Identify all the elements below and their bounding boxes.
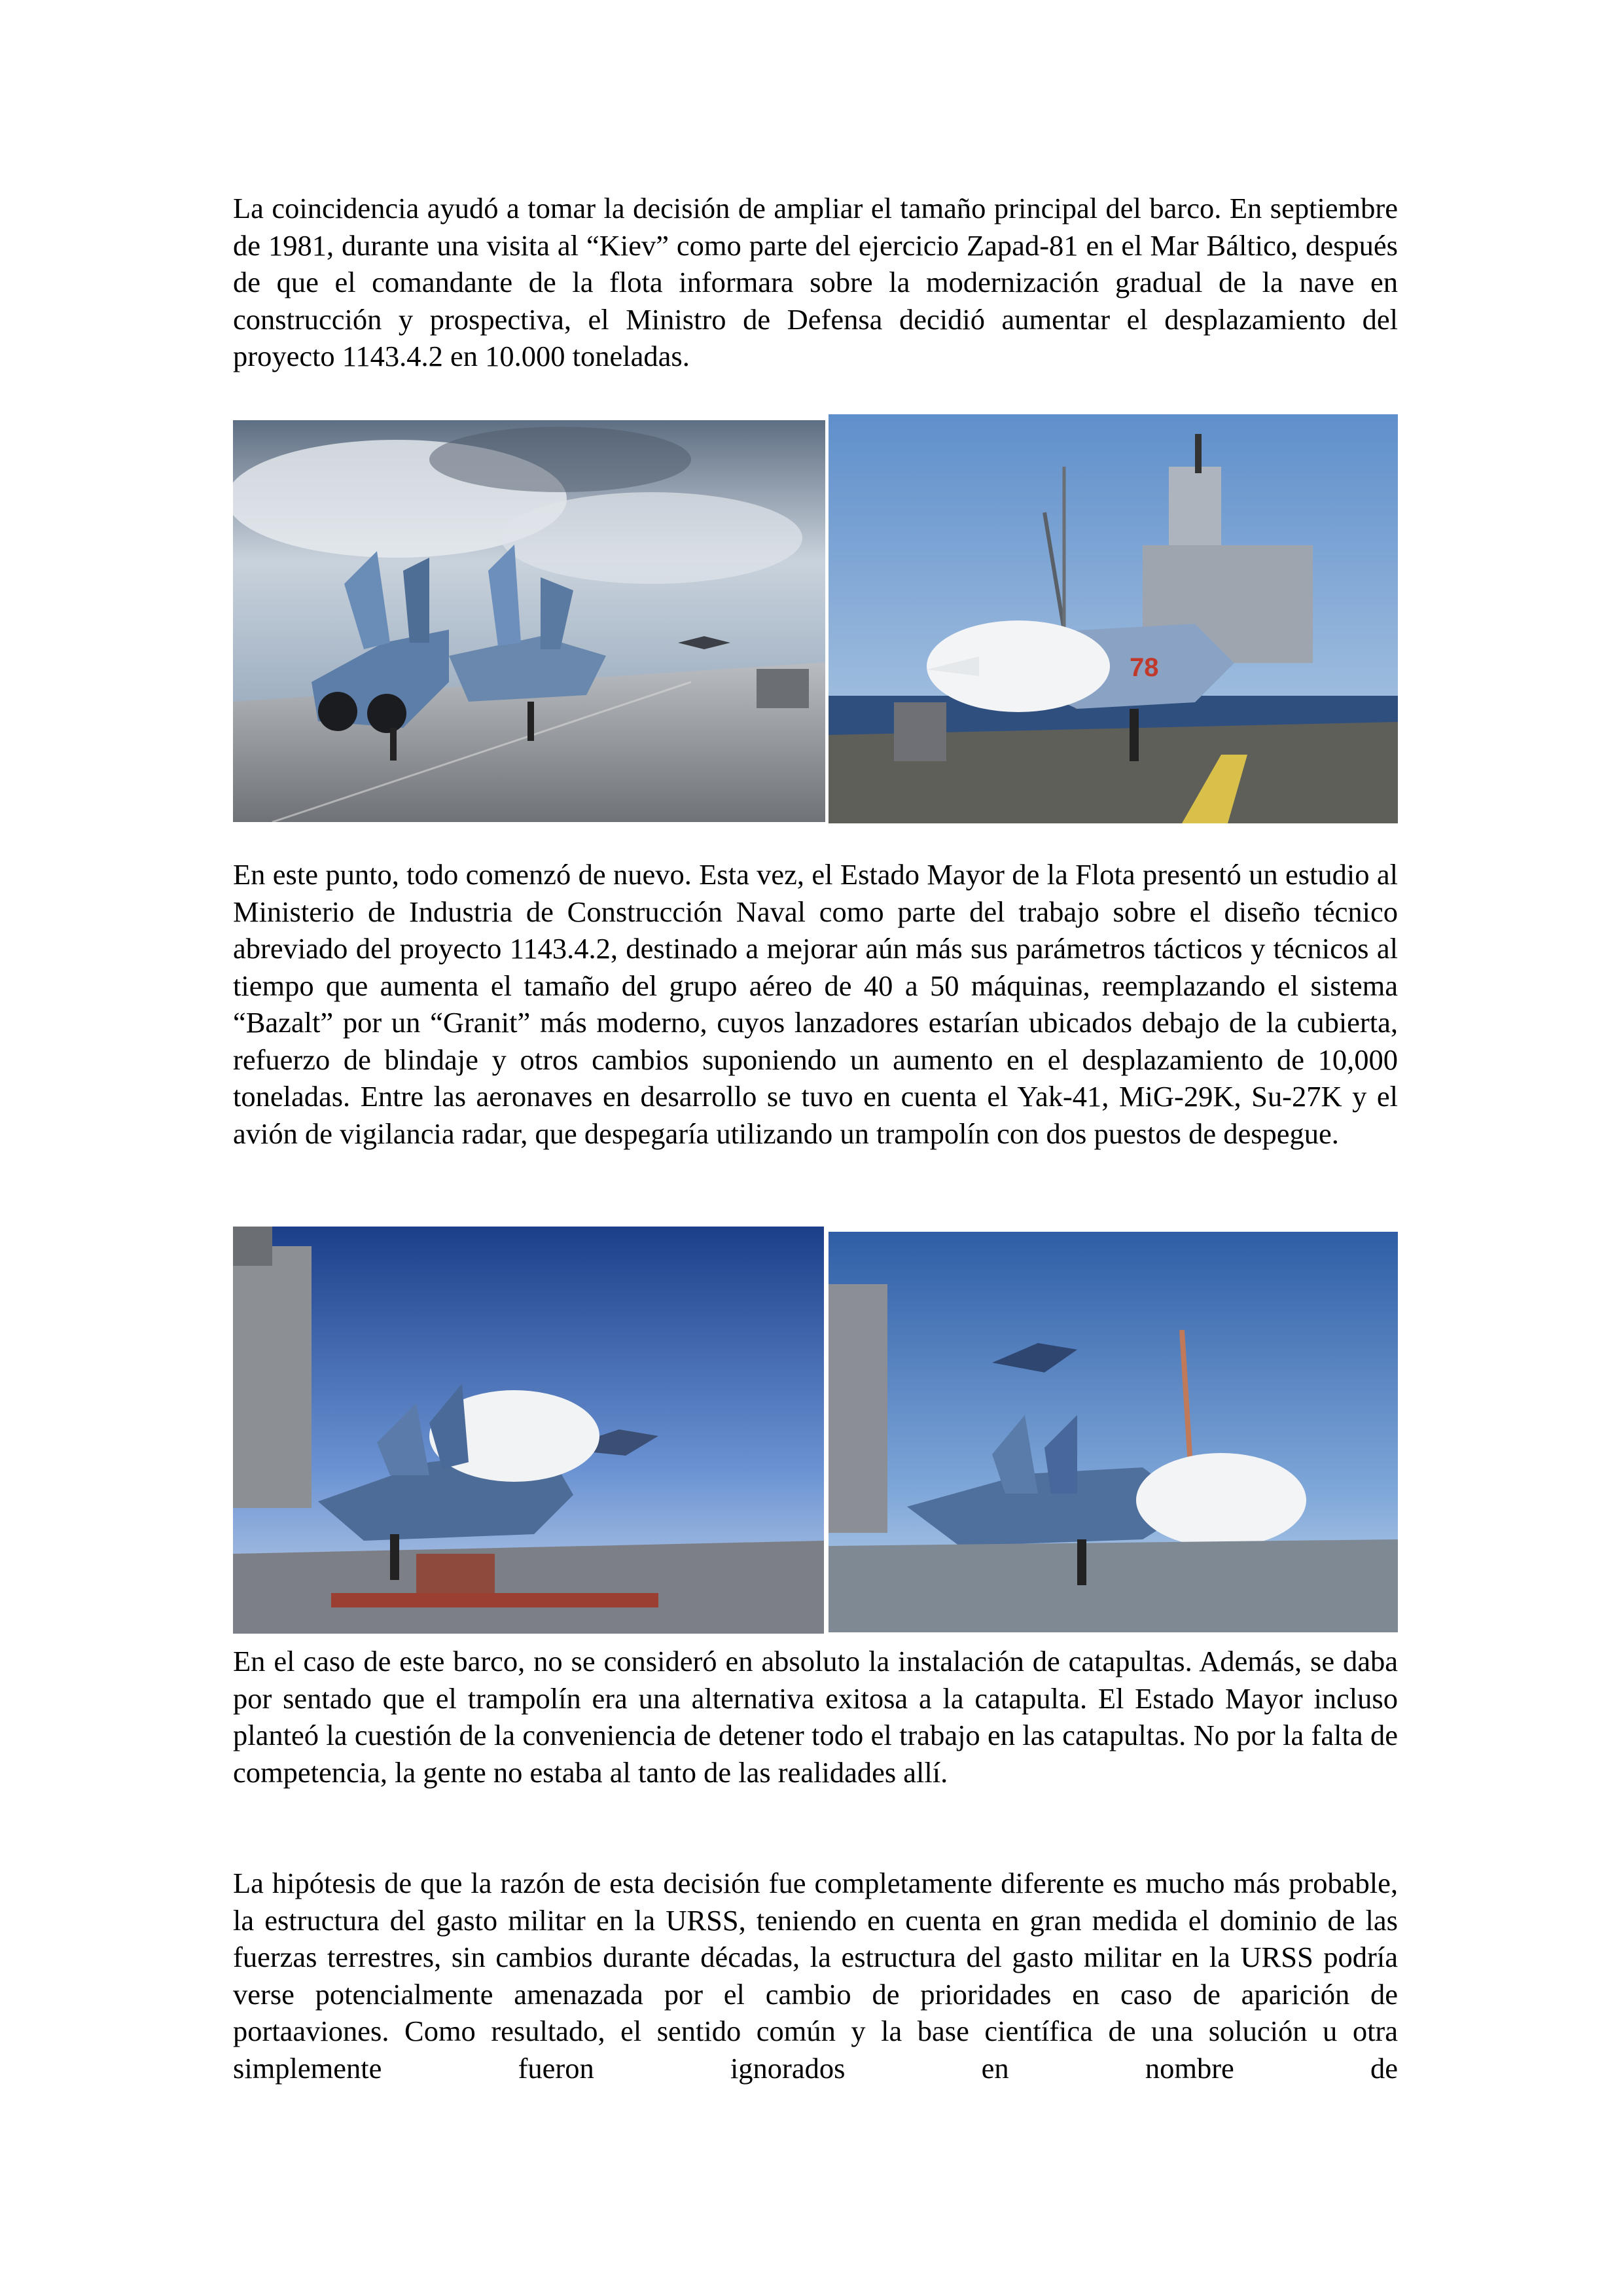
- photo-jets-dusk-deck: [233, 1227, 824, 1634]
- paragraph-4: La hipótesis de que la razón de esta decisión fue completamente diferente es mucho más probable, la estructura del gasto militar en la URSS, teniendo en cuenta en gran medida el dominio de las fuerzas terrestres, sin cambios durante décadas, la estructura del gasto militar en la URSS podría verse potencialmente amenazada por el cambio de prioridades en caso de aparición de portaaviones. Como resultado, el sentido común y la base científica de una solución u otra simplemente fueron ignorados en nombre de: [233, 1867, 1398, 2085]
- photo-jet-white-nose-island: [829, 414, 1398, 823]
- paragraph-1: La coincidencia ayudó a tomar la decisión de ampliar el tamaño principal del barco. En septiembre de 1981, durante una visita al “Kiev” como parte del ejercicio Zapad-81 en el Mar Báltico, después de que el comandante de la flota informara sobre la modernización gradual de la nave en construcción y prospectiva, el Ministro de Defensa decidió aumentar el desplazamiento del proyecto 1143.4.2 en 10.000 toneladas.: [233, 192, 1398, 372]
- paragraph-2: En este punto, todo comenzó de nuevo. Esta vez, el Estado Mayor de la Flota presentó un estudio al Ministerio de Industria de Construcción Naval como parte del trabajo sobre el diseño técnico abreviado del proyecto 1143.4.2, destinado a mejorar aún más sus parámetros tácticos y técnicos al tiempo que aumenta el tamaño del grupo aéreo de 40 a 50 máquinas, reemplazando el sistema “Bazalt” por un “Granit” más moderno, cuyos lanzadores estarían ubicados debajo de la cubierta, refuerzo de blindaje y otros cambios suponiendo un aumento en el desplazamiento de 10,000 toneladas. Entre las aeronaves en desarrollo se tuvo en cuenta el Yak-41, MiG-29K, Su-27K y el avión de vigilancia radar, que despegaría utilizando un trampolín con dos puestos de despegue.: [233, 858, 1398, 1150]
- paragraph-3: En el caso de este barco, no se consideró en absoluto la instalación de catapultas. Además, se daba por sentado que el trampolín era una alternativa exitosa a la catapulta. El Estado Mayor incluso planteó la cuestión de la conveniencia de detener todo el trabajo en las catapultas. No por la falta de competencia, la gente no estaba al tanto de las realidades allí.: [233, 1645, 1398, 1789]
- photo-jet-white-nose-overflight: [829, 1232, 1398, 1632]
- photo-jets-cloudy-deck: [233, 420, 825, 822]
- tail-number: 78: [1130, 653, 1159, 682]
